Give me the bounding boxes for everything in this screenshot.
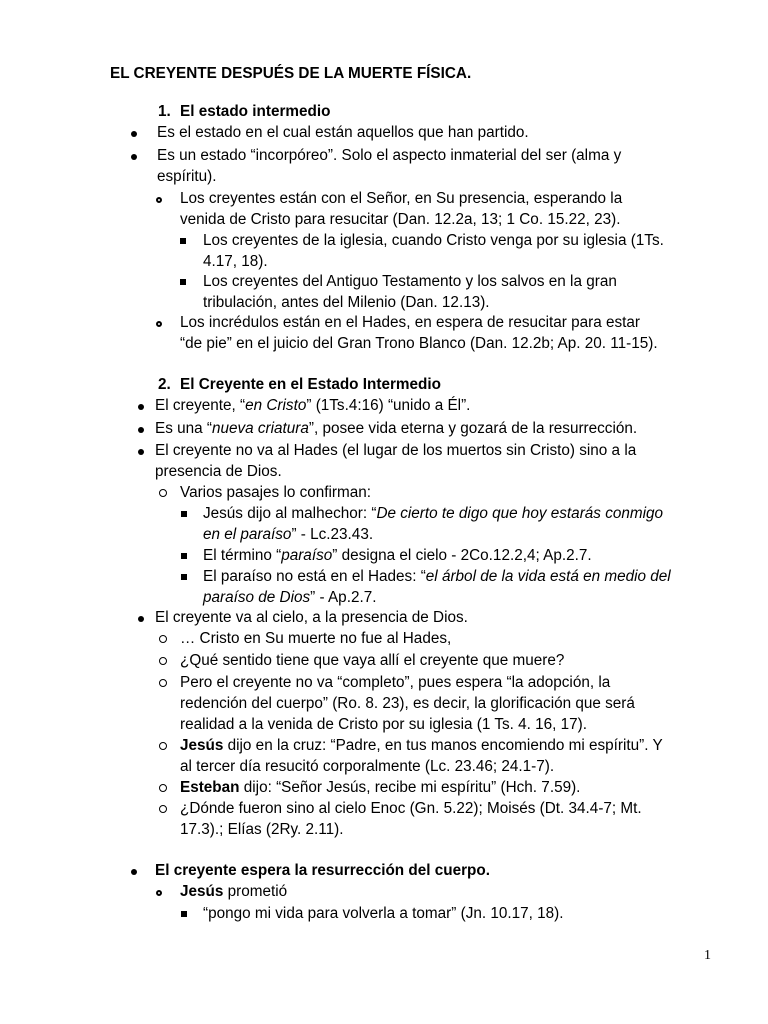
document-title: EL CREYENTE DESPUÉS DE LA MUERTE FÍSICA. bbox=[110, 65, 472, 82]
circle-bullet-icon bbox=[159, 657, 167, 665]
bullet-icon bbox=[131, 154, 137, 160]
list-item: Es un estado “incorpóreo”. Solo el aspecto inmaterial del ser (alma y bbox=[157, 147, 622, 164]
list-item: Jesús prometió bbox=[180, 883, 288, 900]
list-item-continued: en el paraíso” - Lc.23.43. bbox=[203, 526, 374, 543]
list-item-continued: realidad a la venida de Cristo por su iglesia (1 Ts. 4. 16, 17). bbox=[180, 716, 588, 733]
list-item: Varios pasajes lo confirman: bbox=[180, 484, 372, 501]
list-item: ¿Qué sentido tiene que vaya allí el creyente que muere? bbox=[180, 652, 565, 669]
list-item: Los incrédulos están en el Hades, en espera de resucitar para estar bbox=[180, 314, 641, 331]
list-item-continued: al tercer día resucitó corporalmente (Lc. 23.46; 24.1-7). bbox=[180, 758, 555, 775]
list-item: Pero el creyente no va “completo”, pues espera “la adopción, la bbox=[180, 674, 611, 691]
sub-bullet-icon bbox=[156, 197, 162, 203]
list-item: Es una “nueva criatura”, posee vida eterna y gozará de la resurrección. bbox=[155, 420, 638, 437]
list-item-continued: paraíso de Dios” - Ap.2.7. bbox=[203, 589, 377, 606]
circle-bullet-icon bbox=[159, 742, 167, 750]
list-item: Es el estado en el cual están aquellos que han partido. bbox=[157, 124, 529, 141]
list-item-continued: presencia de Dios. bbox=[155, 463, 282, 480]
list-item: … Cristo en Su muerte no fue al Hades, bbox=[180, 630, 452, 647]
circle-bullet-icon bbox=[159, 635, 167, 643]
bullet-icon bbox=[138, 449, 144, 455]
section-2-heading: El Creyente en el Estado Intermedio bbox=[180, 376, 441, 393]
square-bullet-icon bbox=[181, 511, 187, 517]
list-item: El término “paraíso” designa el cielo - 2Co.12.2,4; Ap.2.7. bbox=[203, 547, 592, 564]
list-item-continued: 17.3).; Elías (2Ry. 2.11). bbox=[180, 821, 344, 838]
list-item-continued: 4.17, 18). bbox=[203, 253, 268, 270]
bullet-icon bbox=[138, 616, 144, 622]
bullet-icon bbox=[131, 131, 137, 137]
square-bullet-icon bbox=[180, 279, 186, 285]
sub-bullet-icon bbox=[156, 890, 162, 896]
circle-bullet-icon bbox=[159, 805, 167, 813]
list-item: El creyente no va al Hades (el lugar de los muertos sin Cristo) sino a la bbox=[155, 442, 637, 459]
bullet-icon bbox=[138, 404, 144, 410]
bullet-icon bbox=[131, 869, 137, 875]
list-item-continued: tribulación, antes del Milenio (Dan. 12.13). bbox=[203, 294, 490, 311]
list-item: Los creyentes están con el Señor, en Su presencia, esperando la bbox=[180, 190, 623, 207]
square-bullet-icon bbox=[181, 574, 187, 580]
circle-bullet-icon bbox=[159, 489, 167, 497]
list-item-continued: “de pie” en el juicio del Gran Trono Blanco (Dan. 12.2b; Ap. 20. 11-15). bbox=[180, 335, 658, 352]
list-item: Los creyentes de la iglesia, cuando Cristo venga por su iglesia (1Ts. bbox=[203, 232, 664, 249]
square-bullet-icon bbox=[180, 238, 186, 244]
list-item-continued: redención del cuerpo” (Ro. 8. 23), es decir, la glorificación que será bbox=[180, 695, 635, 712]
sub-bullet-icon bbox=[156, 321, 162, 327]
list-item: Jesús dijo en la cruz: “Padre, en tus manos encomiendo mi espíritu”. Y bbox=[180, 737, 663, 754]
list-item: El creyente, “en Cristo” (1Ts.4:16) “unido a Él”. bbox=[155, 397, 471, 414]
list-item: Esteban dijo: “Señor Jesús, recibe mi espíritu” (Hch. 7.59). bbox=[180, 779, 581, 796]
list-item-continued: espíritu). bbox=[157, 168, 217, 185]
section-3-heading: El creyente espera la resurrección del cuerpo. bbox=[155, 862, 490, 879]
list-item: Jesús dijo al malhechor: “De cierto te digo que hoy estarás conmigo bbox=[203, 505, 664, 522]
square-bullet-icon bbox=[181, 911, 187, 917]
list-item: ¿Dónde fueron sino al cielo Enoc (Gn. 5.22); Moisés (Dt. 34.4-7; Mt. bbox=[180, 800, 642, 817]
list-item-continued: venida de Cristo para resucitar (Dan. 12.2a, 13; 1 Co. 15.22, 23). bbox=[180, 211, 621, 228]
section-1-number: 1. bbox=[158, 103, 171, 120]
list-item: “pongo mi vida para volverla a tomar” (Jn. 10.17, 18). bbox=[203, 905, 564, 922]
square-bullet-icon bbox=[181, 553, 187, 559]
circle-bullet-icon bbox=[159, 784, 167, 792]
section-1-heading: El estado intermedio bbox=[180, 103, 331, 120]
list-item: El creyente va al cielo, a la presencia de Dios. bbox=[155, 609, 468, 626]
list-item: Los creyentes del Antiguo Testamento y los salvos en la gran bbox=[203, 273, 617, 290]
section-2-number: 2. bbox=[158, 376, 171, 393]
bullet-icon bbox=[138, 427, 144, 433]
circle-bullet-icon bbox=[159, 679, 167, 687]
list-item: El paraíso no está en el Hades: “el árbol de la vida está en medio del bbox=[203, 568, 671, 585]
page-number: 1 bbox=[704, 948, 711, 963]
